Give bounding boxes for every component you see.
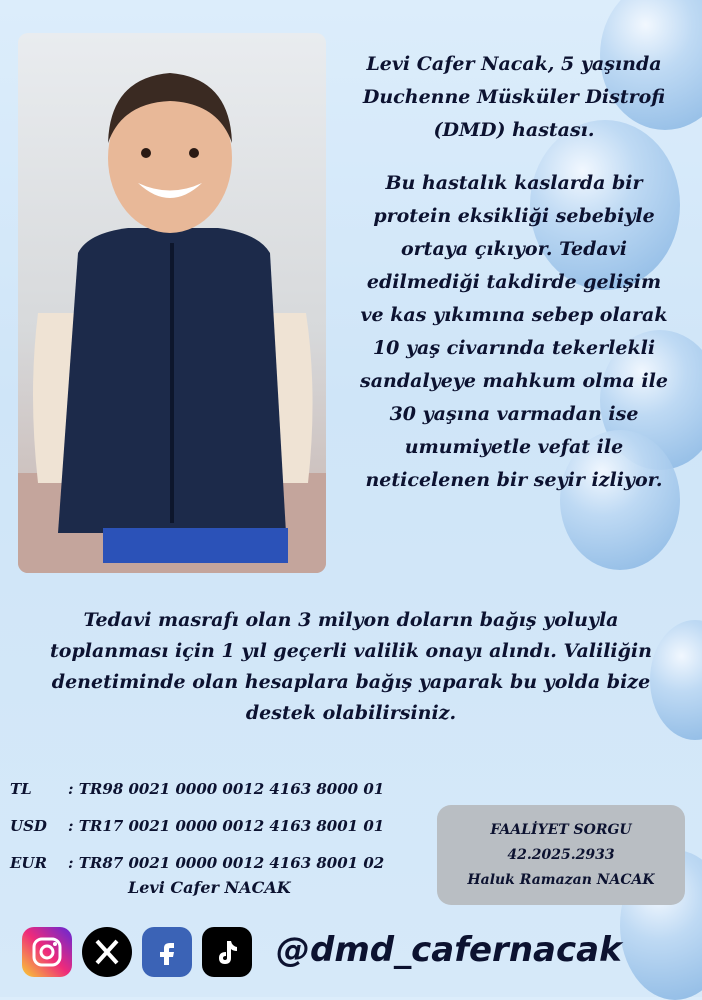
iban-row-eur (10, 844, 384, 881)
iban-list (10, 770, 384, 881)
currency-label: TL (10, 779, 32, 798)
badge-name: Haluk Ramazan NACAK (467, 872, 655, 888)
intro-paragraph-1: Levi Cafer Nacak, 5 yaşında Duchenne Müsküler Distrofi (DMD) hastası. (362, 53, 666, 141)
social-handle: @dmd_cafernacak (276, 930, 622, 970)
child-illustration (18, 33, 326, 573)
badge-number: 42.2025.2933 (507, 847, 615, 863)
child-photo (18, 33, 326, 573)
iban-row-usd (10, 807, 384, 844)
iban-row-tl (10, 770, 384, 807)
instagram-icon[interactable] (22, 927, 72, 977)
iban-number: : TR87 0021 0000 0012 4163 8001 02 (68, 853, 385, 872)
activity-query-badge (437, 805, 685, 905)
currency-label: USD (10, 816, 47, 835)
x-icon[interactable] (82, 927, 132, 977)
intro-text (336, 48, 692, 517)
badge-title: FAALİYET SORGU (490, 822, 632, 838)
tiktok-icon[interactable] (202, 927, 252, 977)
iban-number: : TR98 0021 0000 0012 4163 8000 01 (68, 779, 385, 798)
social-icons (22, 927, 252, 977)
currency-label: EUR (10, 853, 47, 872)
facebook-icon[interactable] (142, 927, 192, 977)
donation-paragraph: Tedavi masrafı olan 3 milyon doların bağış yoluyla toplanması için 1 yıl geçerli valilik onayı alındı. Valiliğin denetiminde olan hesaplara bağış yaparak bu yolda bize destek olabilirsiniz. (50, 609, 652, 724)
iban-number: : TR17 0021 0000 0012 4163 8001 01 (68, 816, 385, 835)
account-owner: Levi Cafer NACAK (128, 878, 291, 897)
intro-paragraph-2: Bu hastalık kaslarda bir protein eksikliği sebebiyle ortaya çıkıyor. Tedavi edilmediği takdirde gelişim ve kas yıkımına sebep olarak 10 yaş civarında tekerlekli sandalyeye mahkum olma ile 30 yaşına varmadan ise umumiyetle vefat ile neticelenen bir seyir izliyor. (360, 172, 668, 491)
